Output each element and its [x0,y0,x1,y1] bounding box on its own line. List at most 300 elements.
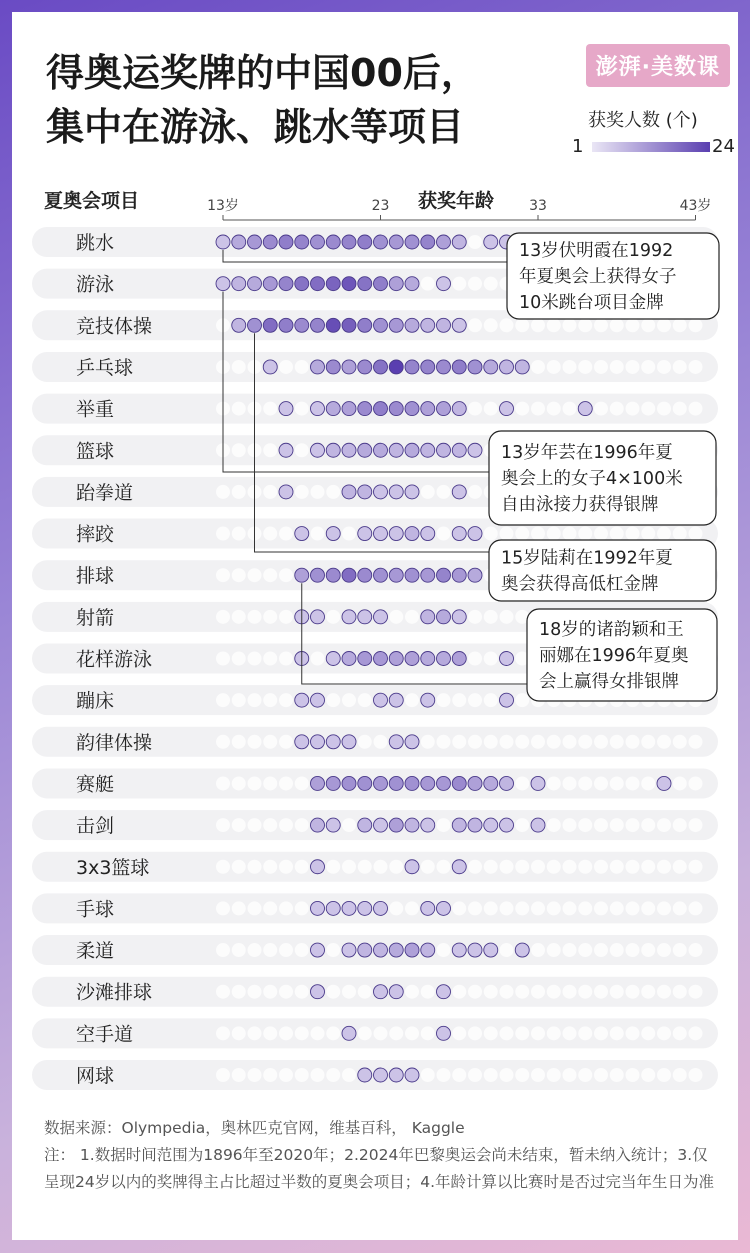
medal-dot [311,610,325,624]
medal-dot [405,652,419,666]
medal-dot [374,485,388,499]
medal-dot [578,402,592,416]
empty-age-slot [279,527,293,541]
empty-age-slot [342,527,356,541]
annotation-text: 18岁的诸韵颖和王 [539,620,684,640]
medal-dot [437,610,451,624]
medal-dot [326,652,340,666]
medal-dot [452,776,466,790]
empty-age-slot [563,360,577,374]
empty-age-slot [610,402,624,416]
empty-age-slot [263,818,277,832]
annotation-text: 自由泳接力获得银牌 [501,495,659,515]
empty-age-slot [484,693,498,707]
medal-dot [342,485,356,499]
empty-age-slot [563,818,577,832]
empty-age-slot [421,985,435,999]
empty-age-slot [531,860,545,874]
medal-dot [311,860,325,874]
medal-dot [374,527,388,541]
empty-age-slot [405,901,419,915]
empty-age-slot [421,735,435,749]
empty-age-slot [326,985,340,999]
empty-age-slot [232,818,246,832]
x-tick-label: 23 [371,198,390,214]
empty-age-slot [689,735,703,749]
medal-dot [311,360,325,374]
empty-age-slot [279,568,293,582]
annotation-text: 13岁伏明霞在1992 [519,241,674,261]
medal-dot [295,235,309,249]
medal-dot [452,360,466,374]
empty-age-slot [563,985,577,999]
medal-dot [389,443,403,457]
empty-age-slot [452,901,466,915]
empty-age-slot [689,360,703,374]
empty-age-slot [358,985,372,999]
medal-dot [342,402,356,416]
dot-matrix-chart [12,12,738,1240]
empty-age-slot [216,985,230,999]
empty-age-slot [437,818,451,832]
medal-dot [263,235,277,249]
empty-age-slot [216,1026,230,1040]
empty-age-slot [468,860,482,874]
medal-dot [342,568,356,582]
medal-dot [421,235,435,249]
empty-age-slot [531,985,545,999]
empty-age-slot [641,1068,655,1082]
medal-dot [484,818,498,832]
empty-age-slot [626,402,640,416]
empty-age-slot [311,1068,325,1082]
notes [44,1115,714,1196]
empty-age-slot [673,901,687,915]
empty-age-slot [689,402,703,416]
medal-dot [374,693,388,707]
empty-age-slot [232,527,246,541]
empty-age-slot [468,693,482,707]
medal-dot [295,735,309,749]
empty-age-slot [641,735,655,749]
empty-age-slot [248,568,262,582]
empty-age-slot [594,860,608,874]
empty-age-slot [547,527,561,541]
empty-age-slot [263,1026,277,1040]
medal-dot [374,943,388,957]
empty-age-slot [279,860,293,874]
footnote: 注： 1.数据时间范围为1896年至2020年；2.2024年巴黎奥运会尚未结束，暂未纳入统计；3.仅呈现24岁以内的奖牌得主占比超过半数的夏奥会项目；4.年龄计算以比赛时是否过完当年生日为准 [44,1146,715,1191]
medal-dot [405,277,419,291]
empty-age-slot [657,985,671,999]
empty-age-slot [342,985,356,999]
medal-dot [389,485,403,499]
empty-age-slot [437,735,451,749]
medal-dot [216,235,230,249]
empty-age-slot [248,652,262,666]
empty-age-slot [500,527,514,541]
medal-dot [311,318,325,332]
empty-age-slot [563,1026,577,1040]
empty-age-slot [405,693,419,707]
empty-age-slot [689,943,703,957]
empty-age-slot [232,443,246,457]
medal-dot [326,818,340,832]
medal-dot [279,443,293,457]
medal-dot [452,485,466,499]
empty-age-slot [563,860,577,874]
empty-age-slot [515,318,529,332]
empty-age-slot [326,610,340,624]
empty-age-slot [279,693,293,707]
empty-age-slot [468,985,482,999]
empty-age-slot [311,1026,325,1040]
empty-age-slot [515,402,529,416]
medal-dot [342,735,356,749]
medal-dot [515,943,529,957]
empty-age-slot [594,402,608,416]
medal-dot [374,443,388,457]
empty-age-slot [641,1026,655,1040]
medal-dot [421,568,435,582]
empty-age-slot [311,485,325,499]
empty-age-slot [452,985,466,999]
empty-age-slot [547,860,561,874]
medal-dot [342,901,356,915]
infographic-card [12,12,738,1240]
sport-label: 网球 [76,1065,115,1087]
medal-dot [452,568,466,582]
empty-age-slot [279,360,293,374]
empty-age-slot [326,943,340,957]
empty-age-slot [216,485,230,499]
empty-age-slot [673,1068,687,1082]
empty-age-slot [405,610,419,624]
medal-dot [389,693,403,707]
empty-age-slot [594,901,608,915]
empty-age-slot [248,943,262,957]
empty-age-slot [547,1026,561,1040]
empty-age-slot [279,652,293,666]
medal-dot [531,818,545,832]
empty-age-slot [689,1026,703,1040]
empty-age-slot [279,818,293,832]
empty-age-slot [626,985,640,999]
empty-age-slot [673,1026,687,1040]
empty-age-slot [232,735,246,749]
medal-dot [405,485,419,499]
empty-age-slot [515,527,529,541]
empty-age-slot [500,318,514,332]
empty-age-slot [295,1026,309,1040]
empty-age-slot [578,360,592,374]
empty-age-slot [594,318,608,332]
empty-age-slot [484,277,498,291]
medal-dot [232,318,246,332]
empty-age-slot [484,985,498,999]
empty-age-slot [578,735,592,749]
sport-label: 跳水 [76,232,115,254]
empty-age-slot [484,527,498,541]
empty-age-slot [689,776,703,790]
empty-age-slot [500,1026,514,1040]
medal-dot [389,818,403,832]
medal-dot [452,527,466,541]
medal-dot [374,652,388,666]
empty-age-slot [641,527,655,541]
empty-age-slot [468,610,482,624]
medal-dot [326,360,340,374]
empty-age-slot [405,1026,419,1040]
medal-dot [389,527,403,541]
empty-age-slot [547,402,561,416]
empty-age-slot [248,693,262,707]
medal-dot [311,568,325,582]
empty-age-slot [563,1068,577,1082]
medal-dot [326,443,340,457]
sport-label: 柔道 [76,940,115,963]
empty-age-slot [641,360,655,374]
empty-age-slot [594,360,608,374]
empty-age-slot [531,527,545,541]
empty-age-slot [248,860,262,874]
sport-label: 举重 [76,398,115,421]
empty-age-slot [216,776,230,790]
empty-age-slot [594,527,608,541]
medal-dot [374,235,388,249]
empty-age-slot [263,735,277,749]
empty-age-slot [342,860,356,874]
empty-age-slot [689,818,703,832]
empty-age-slot [311,527,325,541]
medal-dot [437,1026,451,1040]
medal-dot [279,235,293,249]
sport-label: 篮球 [76,440,115,463]
empty-age-slot [263,776,277,790]
empty-age-slot [484,901,498,915]
empty-age-slot [610,860,624,874]
empty-age-slot [578,1068,592,1082]
empty-age-slot [547,735,561,749]
empty-age-slot [468,652,482,666]
empty-age-slot [437,527,451,541]
empty-age-slot [563,943,577,957]
medal-dot [500,693,514,707]
medal-dot [468,568,482,582]
empty-age-slot [358,693,372,707]
sport-label: 韵律体操 [76,731,153,754]
title-line-1: 得奥运奖牌的中国00后， [46,51,479,95]
medal-dot [405,360,419,374]
empty-age-slot [531,735,545,749]
medal-dot [279,277,293,291]
medal-dot [374,1068,388,1082]
sport-label: 手球 [76,898,115,921]
medal-dot [452,818,466,832]
medal-dot [295,527,309,541]
title-line-2: 集中在游泳、跳水等项目 [46,105,465,149]
medal-dot [358,818,372,832]
empty-age-slot [673,985,687,999]
empty-age-slot [342,1068,356,1082]
annotation-text: 奥会上的女子4×100米 [501,469,683,489]
empty-age-slot [248,901,262,915]
medal-dot [374,985,388,999]
medal-dot [263,318,277,332]
medal-dot [342,235,356,249]
medal-dot [437,318,451,332]
empty-age-slot [578,527,592,541]
empty-age-slot [673,402,687,416]
medal-dot [421,652,435,666]
medal-dot [358,277,372,291]
empty-age-slot [263,943,277,957]
empty-age-slot [626,527,640,541]
medal-dot [342,652,356,666]
medal-dot [437,235,451,249]
medal-dot [468,943,482,957]
sport-label: 3x3篮球 [76,856,150,879]
empty-age-slot [531,1068,545,1082]
empty-age-slot [563,527,577,541]
legend-max-label: 24 [712,136,735,157]
medal-dot [405,443,419,457]
medal-dot [358,527,372,541]
empty-age-slot [563,318,577,332]
empty-age-slot [563,402,577,416]
sport-label: 射箭 [76,606,115,629]
brand-logo: 澎湃·美数课 [586,44,730,87]
medal-dot [421,402,435,416]
medal-dot [295,318,309,332]
medal-dot [374,318,388,332]
empty-age-slot [263,860,277,874]
medal-dot [389,277,403,291]
empty-age-slot [547,985,561,999]
medal-dot [421,443,435,457]
medal-dot [374,568,388,582]
empty-age-slot [295,360,309,374]
empty-age-slot [547,360,561,374]
empty-age-slot [657,735,671,749]
medal-dot [405,943,419,957]
empty-age-slot [547,776,561,790]
empty-age-slot [326,1026,340,1040]
empty-age-slot [689,985,703,999]
medal-dot [421,943,435,957]
medal-dot [484,235,498,249]
annotation-text: 奥会获得高低杠金牌 [501,574,659,595]
medal-dot [358,235,372,249]
empty-age-slot [626,735,640,749]
medal-dot [452,443,466,457]
empty-age-slot [657,901,671,915]
empty-age-slot [641,818,655,832]
medal-dot [326,901,340,915]
empty-age-slot [248,818,262,832]
empty-age-slot [610,943,624,957]
empty-age-slot [452,277,466,291]
empty-age-slot [216,652,230,666]
empty-age-slot [547,1068,561,1082]
empty-age-slot [626,1068,640,1082]
sport-column-header: 夏奥会项目 [44,190,140,212]
empty-age-slot [248,1068,262,1082]
empty-age-slot [216,568,230,582]
empty-age-slot [279,943,293,957]
medal-dot [421,776,435,790]
empty-age-slot [500,610,514,624]
empty-age-slot [437,860,451,874]
empty-age-slot [216,693,230,707]
empty-age-slot [594,1068,608,1082]
medal-dot [389,985,403,999]
empty-age-slot [405,985,419,999]
empty-age-slot [500,985,514,999]
empty-age-slot [232,610,246,624]
empty-age-slot [515,985,529,999]
empty-age-slot [263,527,277,541]
medal-dot [452,860,466,874]
annotation-text: 10米跳台项目金牌 [519,293,664,313]
empty-age-slot [689,318,703,332]
medal-dot [342,318,356,332]
medal-dot [405,1068,419,1082]
medal-dot [326,735,340,749]
medal-dot [358,901,372,915]
empty-age-slot [610,818,624,832]
empty-age-slot [610,1068,624,1082]
medal-dot [452,943,466,957]
medal-dot [311,735,325,749]
empty-age-slot [657,402,671,416]
empty-age-slot [232,568,246,582]
empty-age-slot [547,818,561,832]
empty-age-slot [295,985,309,999]
empty-age-slot [610,901,624,915]
medal-dot [500,360,514,374]
medal-dot [389,776,403,790]
empty-age-slot [594,735,608,749]
medal-dot [405,818,419,832]
medal-dot [405,318,419,332]
empty-age-slot [279,1026,293,1040]
empty-age-slot [326,860,340,874]
medal-dot [500,402,514,416]
medal-dot [484,943,498,957]
medal-dot [248,318,262,332]
empty-age-slot [500,860,514,874]
medal-dot [405,527,419,541]
empty-age-slot [641,776,655,790]
medal-dot [468,818,482,832]
annotation-text: 丽娜在1996年夏奥 [539,646,689,666]
empty-age-slot [484,318,498,332]
empty-age-slot [279,1068,293,1082]
empty-age-slot [626,860,640,874]
empty-age-slot [515,901,529,915]
medal-dot [389,318,403,332]
medal-dot [279,318,293,332]
medal-dot [358,568,372,582]
empty-age-slot [358,735,372,749]
medal-dot [279,402,293,416]
empty-age-slot [311,652,325,666]
empty-age-slot [263,1068,277,1082]
empty-age-slot [232,652,246,666]
empty-age-slot [531,318,545,332]
sport-label: 摔跤 [76,523,115,546]
